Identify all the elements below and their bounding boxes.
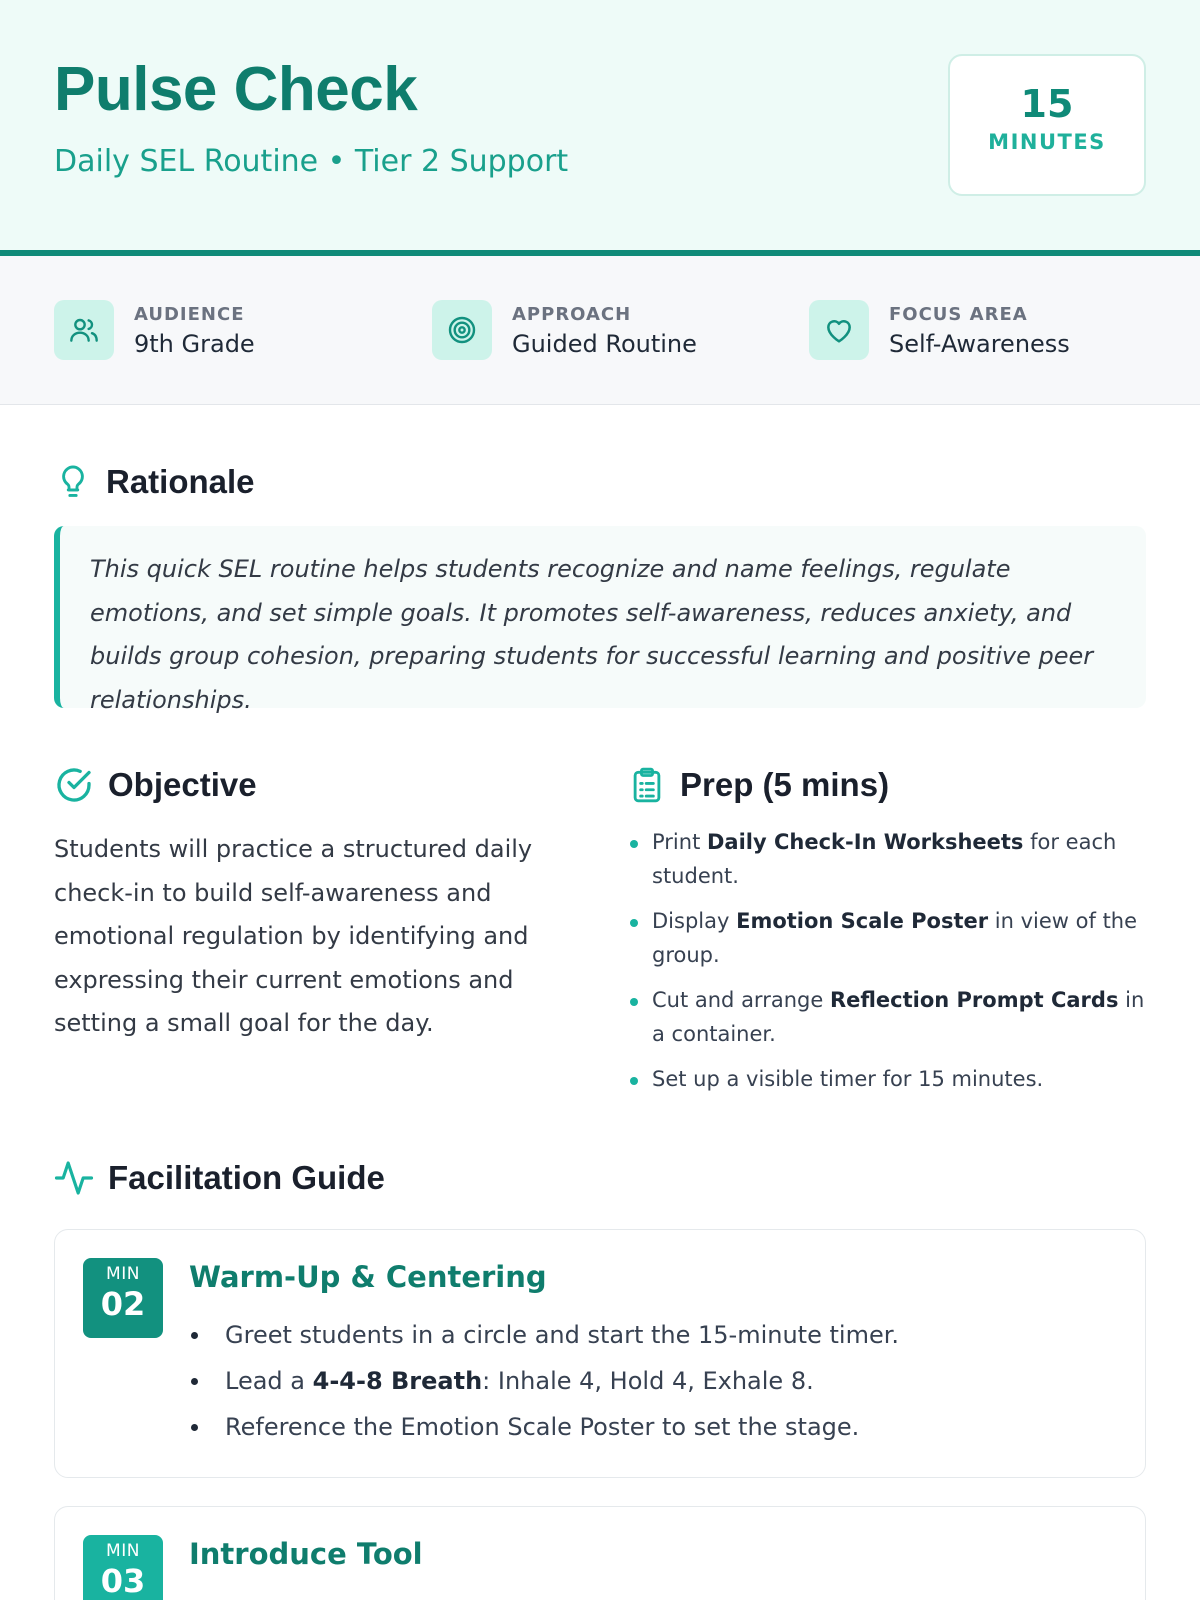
objective-heading	[54, 763, 257, 807]
duration-value: 15	[1020, 82, 1074, 126]
duration-unit: MINUTES	[988, 129, 1106, 154]
badge-label: MIN	[106, 1541, 140, 1561]
list-item: Print Daily Check-In Worksheets for each student.	[626, 826, 1146, 893]
step-title: Introduce Tool	[189, 1537, 423, 1571]
badge-minutes: 03	[100, 1562, 146, 1600]
target-icon	[432, 300, 492, 360]
meta-label: AUDIENCE	[134, 304, 245, 325]
guide-heading	[54, 1156, 385, 1200]
clipboard-icon	[628, 765, 666, 805]
meta-strip	[0, 256, 1200, 405]
section-title: Prep (5 mins)	[680, 766, 890, 803]
badge-minutes: 02	[100, 1285, 146, 1323]
pulse-icon	[54, 1158, 94, 1198]
section-title: Facilitation Guide	[108, 1159, 385, 1196]
meta-label: FOCUS AREA	[889, 304, 1028, 325]
step-card	[54, 1229, 1146, 1478]
meta-label: APPROACH	[512, 304, 632, 325]
list-item: Lead a 4-4-8 Breath: Inhale 4, Hold 4, Exhale 8.	[189, 1364, 1109, 1398]
objective-text: Students will practice a structured daily check-in to build self-awareness and emotional regulation by identifying and expressing their current emotions and setting a small goal for the day.	[54, 835, 533, 1037]
badge-label: MIN	[106, 1264, 140, 1284]
list-item: Display Emotion Scale Poster in view of the group.	[626, 905, 1146, 972]
meta-value: 9th Grade	[134, 330, 255, 358]
page-title: Pulse Check	[54, 55, 418, 124]
rationale-callout	[54, 526, 1146, 714]
meta-value: Self-Awareness	[889, 330, 1070, 358]
duration-card	[948, 54, 1146, 196]
list-item: Cut and arrange Reflection Prompt Cards in a container.	[626, 984, 1146, 1051]
rationale-heading	[54, 460, 255, 504]
lightbulb-icon	[54, 463, 92, 501]
list-item: Reference the Emotion Scale Poster to set the stage.	[189, 1410, 1109, 1444]
step-title: Warm-Up & Centering	[189, 1260, 547, 1294]
page-subtitle: Daily SEL Routine • Tier 2 Support	[54, 144, 569, 179]
minute-badge	[83, 1258, 163, 1338]
section-title: Objective	[108, 766, 257, 803]
meta-value: Guided Routine	[512, 330, 697, 358]
minute-badge	[83, 1535, 163, 1600]
users-icon	[54, 300, 114, 360]
step-list	[189, 1318, 1109, 1456]
rationale-text: This quick SEL routine helps students recognize and name feelings, regulate emotions, and set simple goals. It promotes self-awareness, reduces anxiety, and builds group cohesion, preparing students for successful learning and positive peer relationships.	[90, 555, 1094, 714]
section-title: Rationale	[106, 463, 255, 500]
header	[0, 0, 1200, 256]
check-circle-icon	[54, 765, 94, 805]
list-item: Set up a visible timer for 15 minutes.	[626, 1063, 1146, 1097]
step-card	[54, 1506, 1146, 1600]
heart-icon	[809, 300, 869, 360]
prep-list	[626, 826, 1146, 1109]
prep-heading	[628, 763, 889, 807]
list-item: Greet students in a circle and start the 15-minute timer.	[189, 1318, 1109, 1352]
